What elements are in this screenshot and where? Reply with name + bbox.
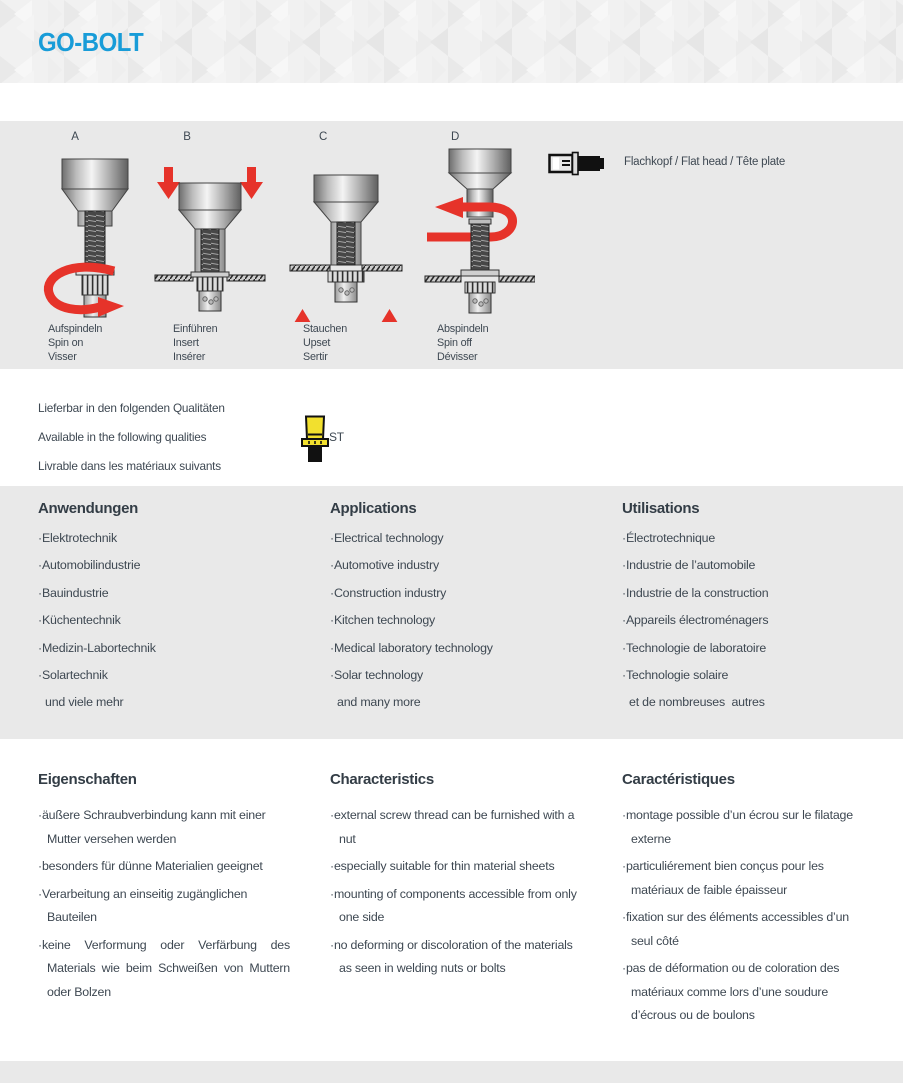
step-caption-a: Aufspindeln Spin on Visser <box>48 323 103 363</box>
column-heading: Eigenschaften <box>38 771 137 788</box>
up-arrows <box>291 309 401 322</box>
characteristics-column-fr <box>622 771 874 1032</box>
flat-head-bolt-icon <box>548 151 606 177</box>
list-item: · Appareils électroménagers <box>622 607 892 634</box>
applications-section <box>0 486 903 739</box>
step-label-a: A <box>71 131 79 143</box>
list-item: · particuliérement bien conçus pour les matériaux de faible épaisseur <box>622 855 874 902</box>
step-label-b: B <box>183 131 191 143</box>
list-item: · fixation sur des éléments accessibles d’un seul côté <box>622 906 874 953</box>
step-b-drawing <box>155 167 265 311</box>
steel-material-bolt-icon <box>300 415 330 464</box>
qualities-line-de: Lieferbar in den folgenden Qualitäten <box>38 401 225 415</box>
list-item: · external screw thread can be furnished with a nut <box>330 804 582 851</box>
list-item: · Medizin-Labortechnik <box>38 635 308 662</box>
step-label-d: D <box>450 131 460 143</box>
process-illustration <box>35 147 535 322</box>
column-heading: Caractéristiques <box>622 771 735 788</box>
list-item: · montage possible d’un écrou sur le filatage externe <box>622 804 874 851</box>
list-item: · mounting of components accessible from only one side <box>330 883 582 930</box>
list-footer: und viele mehr <box>45 695 124 710</box>
step-d-drawing <box>425 149 535 313</box>
step-label-c: C <box>318 131 328 143</box>
characteristics-column-en <box>330 771 582 985</box>
column-heading: Anwendungen <box>38 500 139 517</box>
list-item: · Kitchen technology <box>330 607 600 634</box>
list-item: · Küchentechnik <box>38 607 308 634</box>
applications-column-en <box>330 500 600 717</box>
column-heading: Utilisations <box>622 500 700 517</box>
list-item: · Construction industry <box>330 580 600 607</box>
list-item: · Medical laboratory technology <box>330 635 600 662</box>
process-section <box>0 121 903 369</box>
qualities-line-fr: Livrable dans les matériaux suivants <box>38 459 221 473</box>
list-item: · Industrie de l’automobile <box>622 552 892 579</box>
list-item: · Verarbeitung an einseitig zugänglichen Bauteilen <box>38 883 290 930</box>
list-item: · Industrie de la construction <box>622 580 892 607</box>
flat-head-label: Flachkopf / Flat head / Tête plate <box>624 156 786 168</box>
step-c-drawing <box>290 175 402 322</box>
step-caption-d: Abspindeln Spin off Dévisser <box>437 323 489 363</box>
list-item: · Solar technology <box>330 662 600 689</box>
list-item: · keine Verformung oder Verfärbung des Materials wie beim Schweißen von Muttern oder Bolzen <box>38 934 290 1005</box>
steel-material-label: ST <box>329 430 344 444</box>
list-footer: et de nombreuses autres <box>629 695 765 710</box>
step-a-drawing <box>48 159 128 317</box>
step-caption-c: Stauchen Upset Sertir <box>303 323 348 363</box>
list-item: · Technologie solaire <box>622 662 892 689</box>
page-title: GO-BOLT <box>38 27 144 57</box>
column-heading: Applications <box>330 500 417 517</box>
bottom-strip <box>0 1061 903 1083</box>
list-item: · Technologie de laboratoire <box>622 635 892 662</box>
list-item: · especially suitable for thin material sheets <box>330 855 582 879</box>
list-item: · Bauindustrie <box>38 580 308 607</box>
applications-column-fr <box>622 500 892 717</box>
step-caption-b: Einführen Insert Insérer <box>173 323 218 363</box>
list-item: · Solartechnik <box>38 662 308 689</box>
list-item: · Electrical technology <box>330 525 600 552</box>
characteristics-column-de <box>38 771 290 1008</box>
list-item: · Elektrotechnik <box>38 525 308 552</box>
list-footer: and many more <box>337 695 421 710</box>
list-item: · pas de déformation ou de coloration des matériaux comme lors d’une soudure d’écrous ou de boulons <box>622 957 874 1028</box>
list-item: · Automotive industry <box>330 552 600 579</box>
list-item: · Automobilindustrie <box>38 552 308 579</box>
list-item: · Électrotechnique <box>622 525 892 552</box>
column-heading: Characteristics <box>330 771 434 788</box>
list-item: · besonders für dünne Materialien geeignet <box>38 855 290 879</box>
page-header <box>0 0 903 83</box>
applications-column-de <box>38 500 308 717</box>
characteristics-section <box>0 739 903 1061</box>
qualities-section <box>0 369 903 486</box>
list-item: · äußere Schraubverbindung kann mit einer Mutter versehen werden <box>38 804 290 851</box>
list-item: · no deforming or discoloration of the materials as seen in welding nuts or bolts <box>330 934 582 981</box>
qualities-line-en: Available in the following qualities <box>38 430 207 444</box>
